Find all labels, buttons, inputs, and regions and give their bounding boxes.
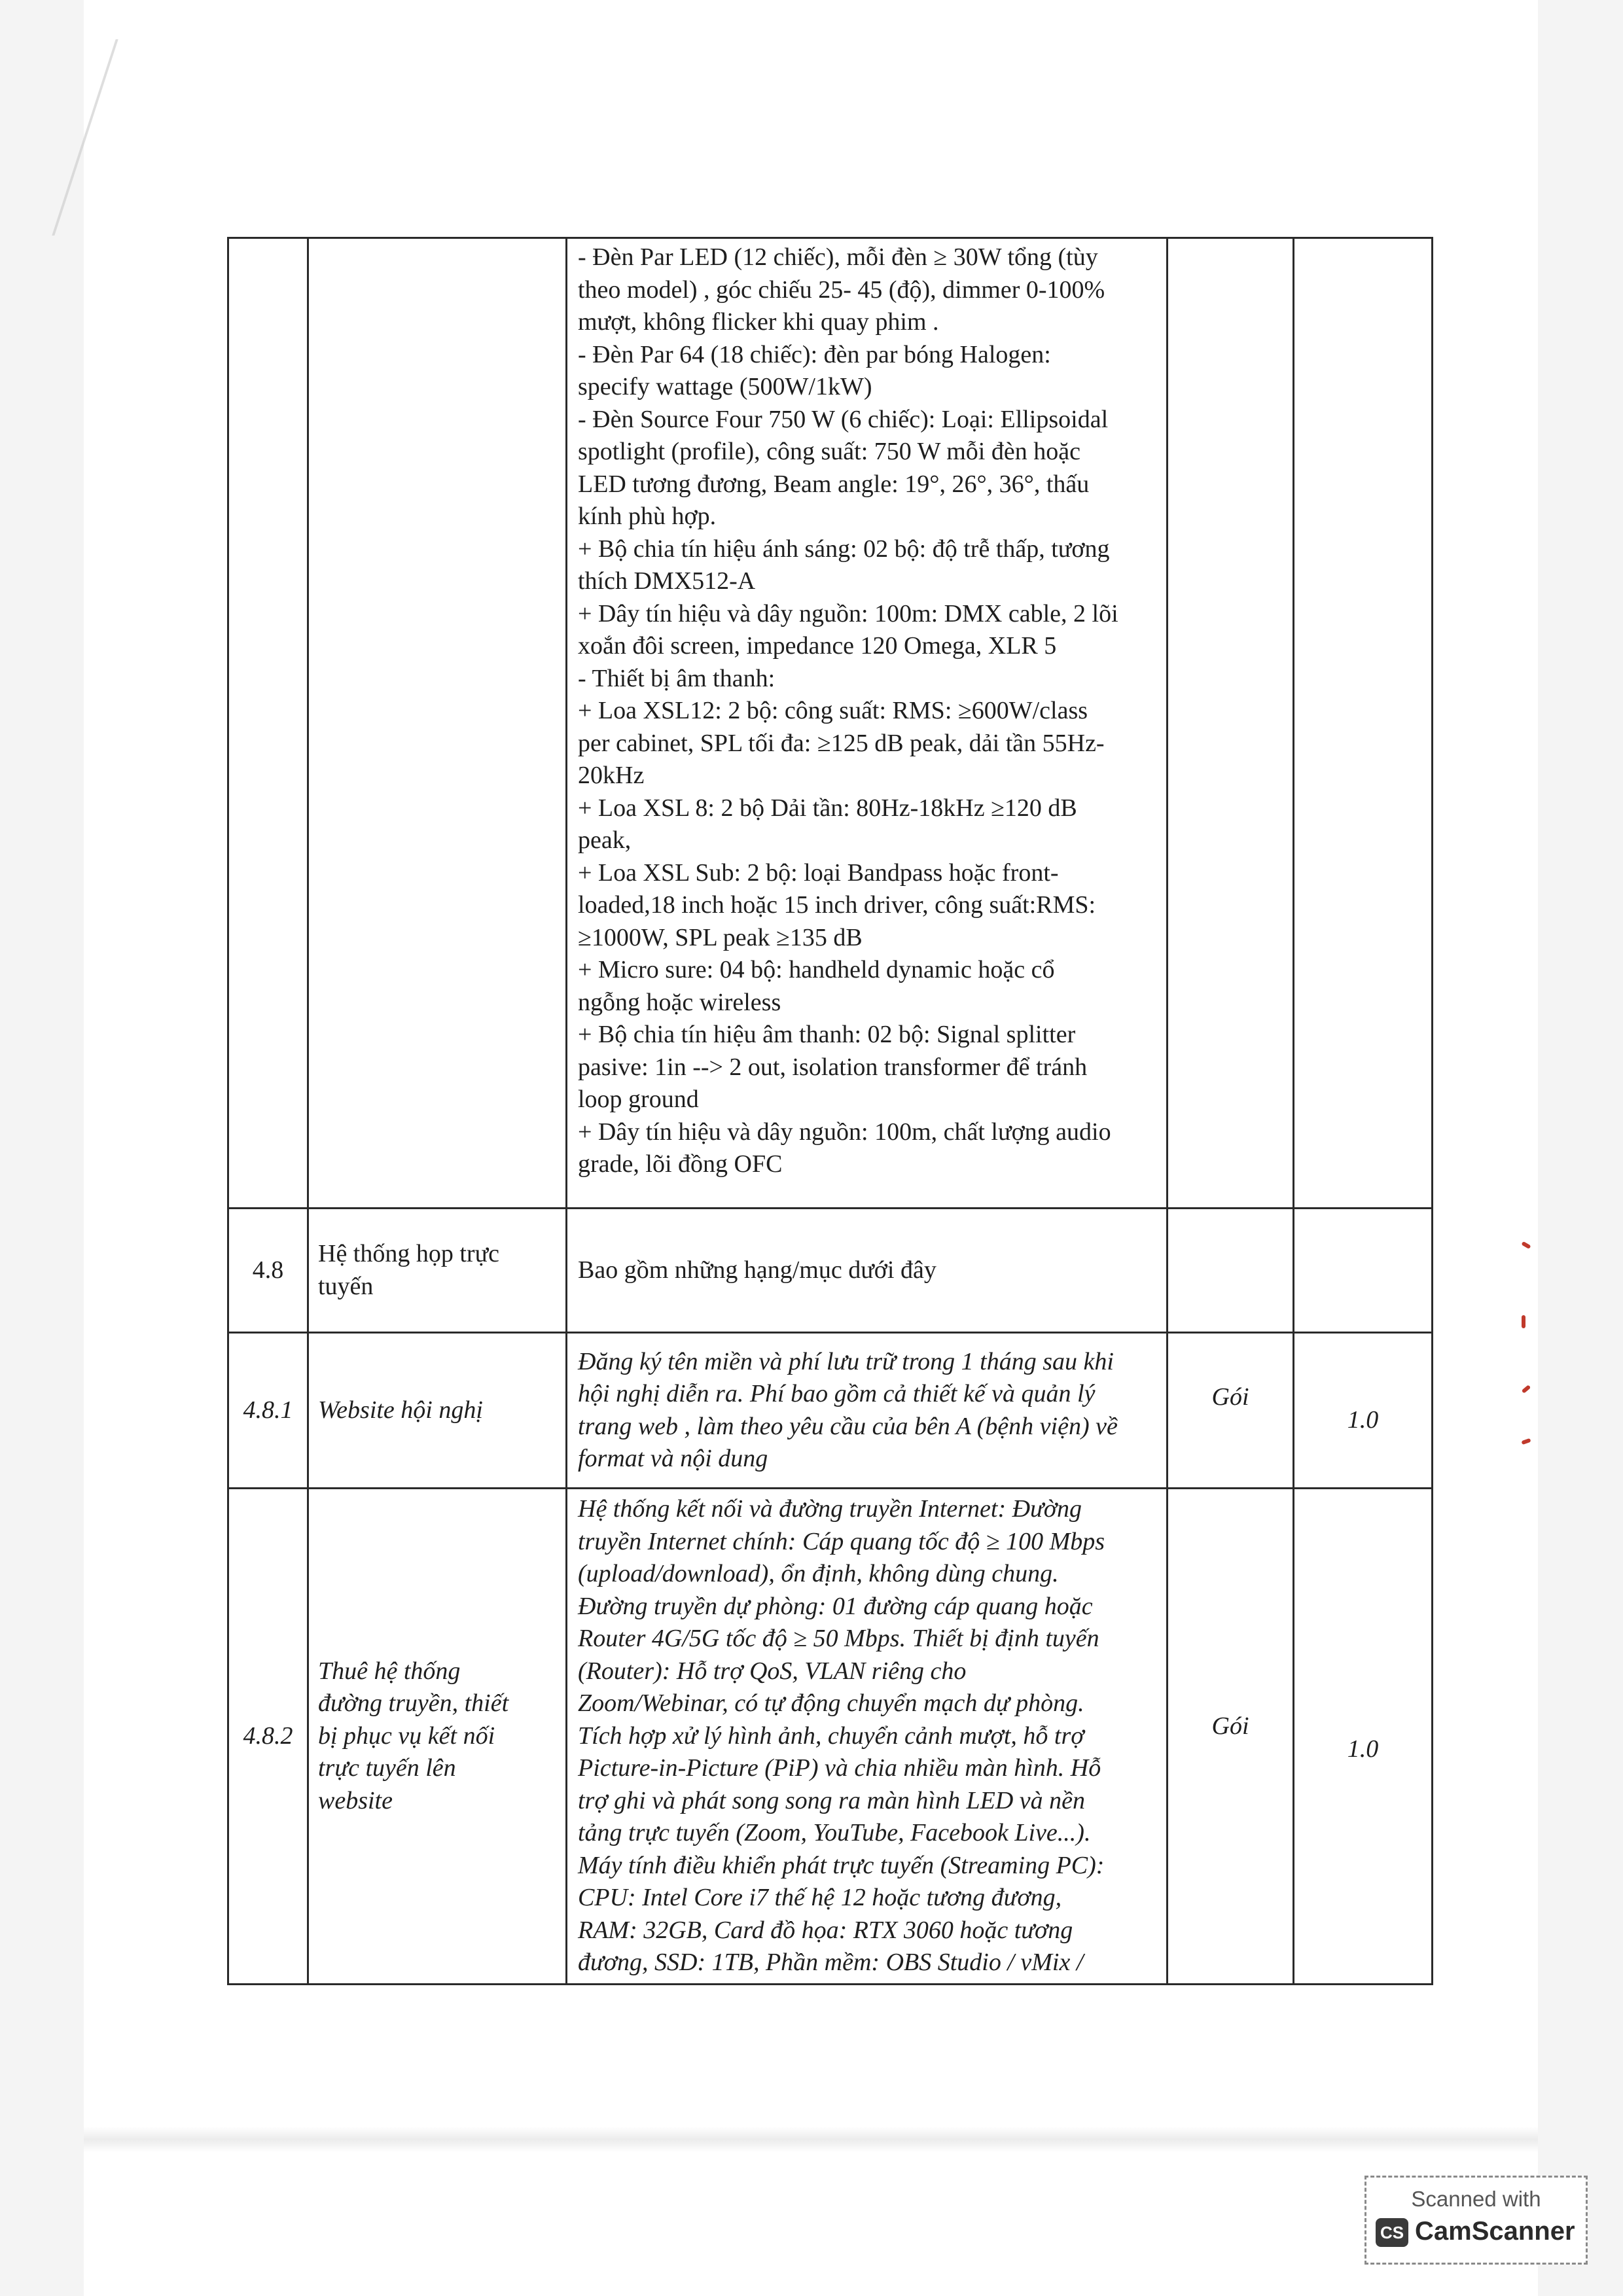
description-line: Đường truyền dự phòng: 01 đường cáp quang hoặc: [578, 1592, 1093, 1620]
table-row: [228, 1209, 1433, 1333]
description-line: đương, SSD: 1TB, Phần mềm: OBS Studio / vMix /: [578, 1949, 1084, 1976]
item-description: [567, 1333, 1168, 1489]
camscanner-badge: [1364, 2176, 1588, 2265]
quantity-cell: 1.0: [1294, 1489, 1433, 1985]
description-line: + Loa XSL Sub: 2 bộ: loại Bandpass hoặc front-: [578, 858, 1059, 887]
description-line: Tích hợp xử lý hình ảnh, chuyển cảnh mượt, hỗ trợ: [578, 1722, 1084, 1750]
description-line: - Đèn Source Four 750 W (6 chiếc): Loại: Ellipsoidal: [578, 405, 1109, 433]
description-line: kính phù hợp.: [578, 503, 717, 530]
unit-cell: [1168, 1209, 1294, 1333]
description-line: format và nội dung: [578, 1445, 768, 1472]
item-name-line: bị phục vụ kết nối: [318, 1722, 495, 1750]
description-line: + Loa XSL 8: 2 bộ Dải tần: 80Hz-18kHz ≥120 dB: [578, 794, 1077, 822]
description-line: truyền Internet chính: Cáp quang tốc độ ≥ 100 Mbps: [578, 1527, 1105, 1555]
description-line: Picture-in-Picture (PiP) và chia nhiều màn hình. Hỗ: [578, 1754, 1101, 1782]
description-line: Hệ thống kết nối và đường truyền Internet: Đường: [578, 1495, 1082, 1523]
row-number: 4.8: [228, 1209, 308, 1333]
description-line: 20kHz: [578, 762, 645, 789]
description-line: + Bộ chia tín hiệu âm thanh: 02 bộ: Signal splitter: [578, 1021, 1076, 1048]
description-line: specify wattage (500W/1kW): [578, 373, 872, 400]
description-line: grade, lõi đồng OFC: [578, 1150, 783, 1178]
item-name: [308, 1489, 567, 1985]
description-line: RAM: 32GB, Card đồ họa: RTX 3060 hoặc tương: [578, 1916, 1073, 1944]
item-name-line: Website hội nghị: [318, 1396, 483, 1424]
row-number: 4.8.2: [228, 1489, 308, 1985]
description-line: trang web , làm theo yêu cầu của bên A (bệnh viện) về: [578, 1412, 1118, 1440]
quantity-cell: [1294, 238, 1433, 1209]
item-name-line: Hệ thống họp trực: [318, 1240, 500, 1267]
description-line: Đăng ký tên miền và phí lưu trữ trong 1 tháng sau khi: [578, 1347, 1114, 1375]
item-name-line: trực tuyến lên: [318, 1754, 456, 1782]
unit-cell: Gói: [1168, 1489, 1294, 1985]
scan-edge-band: [84, 2127, 1538, 2153]
item-name-line: website: [318, 1786, 393, 1814]
description-line: (Router): Hỗ trợ QoS, VLAN riêng cho: [578, 1657, 967, 1685]
description-line: - Thiết bị âm thanh:: [578, 664, 776, 692]
item-description: [567, 1209, 1168, 1333]
description-line: + Loa XSL12: 2 bộ: công suất: RMS: ≥600W/class: [578, 697, 1088, 724]
description-line: hội nghị diễn ra. Phí bao gồm cả thiết kế và quản lý: [578, 1380, 1096, 1407]
description-line: spotlight (profile), công suất: 750 W mỗi đèn hoặc: [578, 438, 1080, 465]
description-line: Router 4G/5G tốc độ ≥ 50 Mbps. Thiết bị định tuyến: [578, 1625, 1099, 1652]
row-number: 4.8.1: [228, 1333, 308, 1489]
item-name-line: tuyến: [318, 1272, 374, 1300]
description-line: loaded,18 inch hoặc 15 inch driver, công suất:RMS:: [578, 891, 1096, 919]
badge-caption: Scanned with: [1411, 2187, 1541, 2211]
description-line: tảng trực tuyến (Zoom, YouTube, Facebook Live...).: [578, 1819, 1091, 1846]
table-row: [228, 238, 1433, 1209]
item-description: [567, 1489, 1168, 1985]
item-name: [308, 1209, 567, 1333]
row-number: [228, 238, 308, 1209]
specification-table: [227, 237, 1433, 1985]
description-line: CPU: Intel Core i7 thế hệ 12 hoặc tương đương,: [578, 1884, 1062, 1911]
table-row: [228, 1333, 1433, 1489]
description-line: per cabinet, SPL tối đa: ≥125 dB peak, dải tần 55Hz-: [578, 729, 1105, 757]
quantity-cell: [1294, 1209, 1433, 1333]
description-line: + Dây tín hiệu và dây nguồn: 100m: DMX cable, 2 lõi: [578, 599, 1118, 627]
item-name: [308, 1333, 567, 1489]
description-line: (upload/download), ổn định, không dùng chung.: [578, 1560, 1059, 1587]
description-line: Bao gồm những hạng/mục dưới đây: [578, 1256, 936, 1284]
description-line: - Đèn Par LED (12 chiếc), mỗi đèn ≥ 30W tổng (tùy: [578, 243, 1098, 271]
description-line: peak,: [578, 826, 632, 854]
quantity-cell: 1.0: [1294, 1333, 1433, 1489]
item-name-line: đường truyền, thiết: [318, 1689, 509, 1717]
item-description: [567, 238, 1168, 1209]
item-name-line: Thuê hệ thống: [318, 1657, 461, 1685]
description-line: LED tương đương, Beam angle: 19°, 26°, 36°, thấu: [578, 470, 1090, 498]
description-line: + Dây tín hiệu và dây nguồn: 100m, chất lượng audio: [578, 1118, 1111, 1146]
description-line: xoắn đôi screen, impedance 120 Omega, XLR 5: [578, 632, 1057, 660]
description-line: + Bộ chia tín hiệu ánh sáng: 02 bộ: độ trễ thấp, tương: [578, 535, 1110, 563]
description-line: mượt, không flicker khi quay phim .: [578, 308, 939, 336]
unit-cell: Gói: [1168, 1333, 1294, 1489]
description-line: trợ ghi và phát song song ra màn hình LED và nền: [578, 1786, 1085, 1814]
camscanner-logo-icon: CS: [1376, 2218, 1408, 2247]
description-line: - Đèn Par 64 (18 chiếc): đèn par bóng Halogen:: [578, 340, 1051, 368]
description-line: ≥1000W, SPL peak ≥135 dB: [578, 923, 863, 951]
description-line: ngỗng hoặc wireless: [578, 988, 781, 1016]
description-line: Zoom/Webinar, có tự động chuyển mạch dự phòng.: [578, 1689, 1084, 1717]
description-line: loop ground: [578, 1086, 699, 1113]
margin-stamp-marks: [1522, 1243, 1541, 1479]
description-line: + Micro sure: 04 bộ: handheld dynamic hoặc cổ: [578, 956, 1055, 983]
badge-brand: CamScanner: [1415, 2217, 1575, 2246]
table-row: [228, 1489, 1433, 1985]
description-line: pasive: 1in --> 2 out, isolation transformer để tránh: [578, 1053, 1088, 1081]
description-line: theo model) , góc chiếu 25- 45 (độ), dimmer 0-100%: [578, 275, 1105, 304]
unit-cell: [1168, 238, 1294, 1209]
description-line: thích DMX512-A: [578, 567, 756, 595]
item-name: [308, 238, 567, 1209]
description-line: Máy tính điều khiển phát trực tuyến (Streaming PC):: [578, 1851, 1105, 1879]
